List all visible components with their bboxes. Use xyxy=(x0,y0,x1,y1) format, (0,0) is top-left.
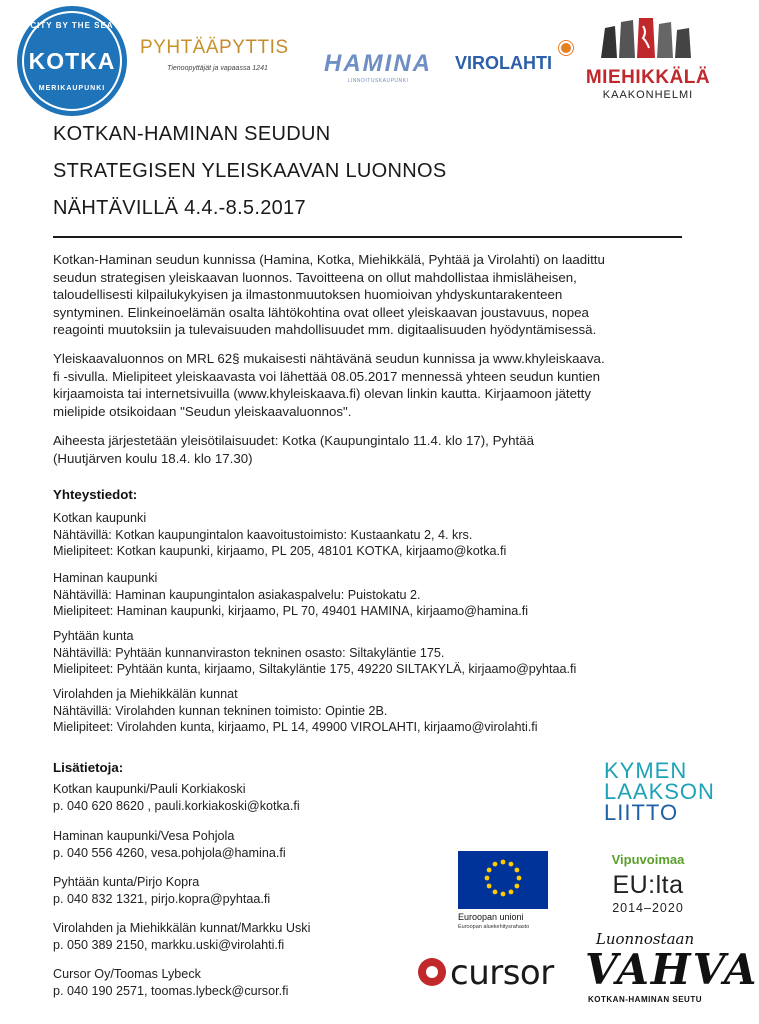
kotka-logo-name: KOTKA xyxy=(28,48,116,74)
title-divider xyxy=(53,236,682,238)
contact-name: Kotkan kaupunki xyxy=(53,511,147,525)
more-info-item xyxy=(53,781,653,814)
more-info-who: Cursor Oy/Toomas Lybeck xyxy=(53,967,201,981)
contact-view: Nähtävillä: Kotkan kaupungintalon kaavoitustoimisto: Kustaankatu 2, 4. krs. xyxy=(53,527,473,542)
paragraph-line: (Huutjärven koulu 18.4. klo 17.30) xyxy=(53,450,253,466)
contact-block-virolahti xyxy=(53,686,653,736)
pyhtaa-logo xyxy=(140,37,295,72)
kymen-logo-line-1: KYMEN xyxy=(604,758,688,783)
kymen-logo-line-2: LAAKSON xyxy=(604,779,715,804)
luonnostaan-vahva-logo xyxy=(585,930,759,1004)
paragraph-line: fi -sivulla. Mielipiteet yleiskaavasta voi lähettää 08.05.2017 mennessä yhteen seudun kuntien xyxy=(53,368,600,384)
paragraph-line: mielipide otsikoidaan "Seudun yleiskaavaluonnos". xyxy=(53,403,352,419)
virolahti-sun-icon xyxy=(559,41,573,55)
hamina-logo-name: HAMINA xyxy=(324,50,432,77)
hamina-logo-tagline: LINNOITUSKAUPUNKI xyxy=(347,78,409,84)
intro-paragraph xyxy=(53,251,688,339)
pyhtaa-logo-tagline: Tienoopyttäjät ja vapaassa 1241 xyxy=(167,65,268,72)
more-info-contact: p. 040 556 4260, vesa.pohjola@hamina.fi xyxy=(53,845,286,860)
contact-view: Nähtävillä: Haminan kaupungintalon asiakaspalvelu: Puistokatu 2. xyxy=(53,587,421,602)
more-info-contact: p. 040 190 2571, toomas.lybeck@cursor.fi xyxy=(53,983,289,998)
page-title-line-3: NÄHTÄVILLÄ 4.4.-8.5.2017 xyxy=(53,197,306,219)
paragraph-line: seudun strategisen yleiskaavan luonnos. Tavoitteena on ollut mahdollistaa ihmisläheisen, xyxy=(53,269,577,285)
pyhtaa-logo-name-a: PYHTÄÄ xyxy=(140,37,220,58)
more-info-heading: Lisätietoja: xyxy=(53,760,124,775)
contact-opinions: Mielipiteet: Haminan kaupunki, kirjaamo, PL 70, 49401 HAMINA, kirjaamo@hamina.fi xyxy=(53,604,529,619)
vipuvoimaa-line-2: EU:lta xyxy=(612,871,684,899)
events-paragraph xyxy=(53,432,688,467)
vipuvoimaa-line-3: 2014–2020 xyxy=(612,901,684,915)
vahva-line-3: KOTKAN-HAMINAN SEUTU xyxy=(588,995,702,1004)
contact-name: Virolahden ja Miehikkälän kunnat xyxy=(53,687,238,701)
more-info-contact: p. 040 620 8620 , pauli.korkiakoski@kotka.fi xyxy=(53,798,300,813)
more-info-who: Haminan kaupunki/Vesa Pohjola xyxy=(53,829,235,843)
submission-paragraph xyxy=(53,350,688,420)
hamina-logo xyxy=(318,50,438,84)
more-info-who: Pyhtään kunta/Pirjo Kopra xyxy=(53,875,200,889)
contact-opinions: Mielipiteet: Virolahden kunta, kirjaamo, PL 14, 49900 VIROLAHTI, kirjaamo@virolahti.fi xyxy=(53,720,538,735)
page-title-line-2: STRATEGISEN YLEISKAAVAN LUONNOS xyxy=(53,160,447,182)
contact-opinions: Mielipiteet: Kotkan kaupunki, kirjaamo, PL 205, 48101 KOTKA, kirjaamo@kotka.fi xyxy=(53,544,507,559)
more-info-contact: p. 040 832 1321, pirjo.kopra@pyhtaa.fi xyxy=(53,891,271,906)
contact-opinions: Mielipiteet: Pyhtään kunta, kirjaamo, Siltakyläntie 175, 49220 SILTAKYLÄ, kirjaamo@pyhtaa.fi xyxy=(53,662,577,677)
contact-name: Pyhtään kunta xyxy=(53,629,134,643)
miehikkala-logo-name: MIEHIKKÄLÄ xyxy=(585,67,711,88)
kymen-logo-line-3: LIITTO xyxy=(604,800,679,825)
virolahti-logo-name: VIROLAHTI xyxy=(455,53,552,73)
eu-logo-label: Euroopan unioni xyxy=(458,912,524,922)
paragraph-line: reagointi muutoksiin ja tulevaisuuden mahdollisuudet mm. digitaalisuuden hyödyntämisessä. xyxy=(53,322,597,337)
vahva-line-1: Luonnostaan xyxy=(595,930,695,948)
miehikkala-stones-icon xyxy=(593,18,703,58)
paragraph-line: Kotkan-Haminan seudun kunnissa (Hamina, Kotka, Miehikkälä, Pyhtää ja Virolahti) on laadittu xyxy=(53,252,605,267)
pyhtaa-logo-name-b: PYTTIS xyxy=(219,37,289,58)
paragraph-line: taloudellisesti kilpailukykyisen ja ilmastonmuutoksen huomioivan yhdyskuntarakenteen xyxy=(53,287,563,302)
virolahti-logo xyxy=(455,53,552,74)
cursor-logo-name: cursor xyxy=(450,953,554,993)
vahva-line-2: VAHVA xyxy=(585,945,759,994)
more-info-item xyxy=(53,966,653,999)
eu-flag-icon xyxy=(458,851,548,909)
kotka-logo-arc-bottom: MERIKAUPUNKI xyxy=(38,85,106,92)
contact-block-hamina xyxy=(53,570,653,620)
contact-view: Nähtävillä: Virolahden kunnan tekninen toimisto: Opintie 2B. xyxy=(53,703,388,718)
eu-stars-icon xyxy=(458,851,548,909)
vipuvoimaa-line-1: Vipuvoimaa xyxy=(611,852,685,867)
miehikkala-logo xyxy=(583,18,713,101)
contact-block-kotka xyxy=(53,510,653,560)
contacts-heading: Yhteystiedot: xyxy=(53,487,138,502)
paragraph-line: Aiheesta järjestetään yleisötilaisuudet: Kotka (Kaupungintalo 11.4. klo 17), Pyhtää xyxy=(53,433,534,448)
vipuvoimaa-logo xyxy=(593,852,703,915)
more-info-who: Kotkan kaupunki/Pauli Korkiakoski xyxy=(53,782,246,796)
more-info-item xyxy=(53,920,653,953)
cursor-mark-icon xyxy=(418,958,446,986)
kymenlaakson-liitto-logo xyxy=(604,758,715,825)
eu-logo-sub: Euroopan aluekehitysrahasto xyxy=(458,924,530,930)
more-info-who: Virolahden ja Miehikkälän kunnat/Markku Uski xyxy=(53,921,311,935)
more-info-item xyxy=(53,828,653,861)
paragraph-line: syntyminen. Elinkeinoelämän osalta lähtökohtina ovat olleet yleiskaavan joustavuus, nopea xyxy=(53,304,589,320)
paragraph-line: kirjaamoista tai internetsivuilla (www.khyleiskaava.fi) olevan linkin kautta. Kirjaamoon jätetty xyxy=(53,386,592,401)
paragraph-line: Yleiskaavaluonnos on MRL 62§ mukaisesti nähtävänä seudun kunnissa ja www.khyleiskaava. xyxy=(53,351,605,366)
page-title-line-1: KOTKAN-HAMINAN SEUDUN xyxy=(53,123,331,145)
contact-name: Haminan kaupunki xyxy=(53,571,158,585)
kotka-logo xyxy=(17,6,127,116)
kotka-logo-arc-top: CITY BY THE SEA xyxy=(30,21,114,30)
contact-view: Nähtävillä: Pyhtään kunnanviraston tekninen osasto: Siltakyläntie 175. xyxy=(53,645,445,660)
more-info-contact: p. 050 389 2150, markku.uski@virolahti.fi xyxy=(53,937,285,952)
miehikkala-logo-sub: KAAKONHELMI xyxy=(602,89,694,101)
contact-block-pyhtaa xyxy=(53,628,653,678)
more-info-item xyxy=(53,874,653,907)
